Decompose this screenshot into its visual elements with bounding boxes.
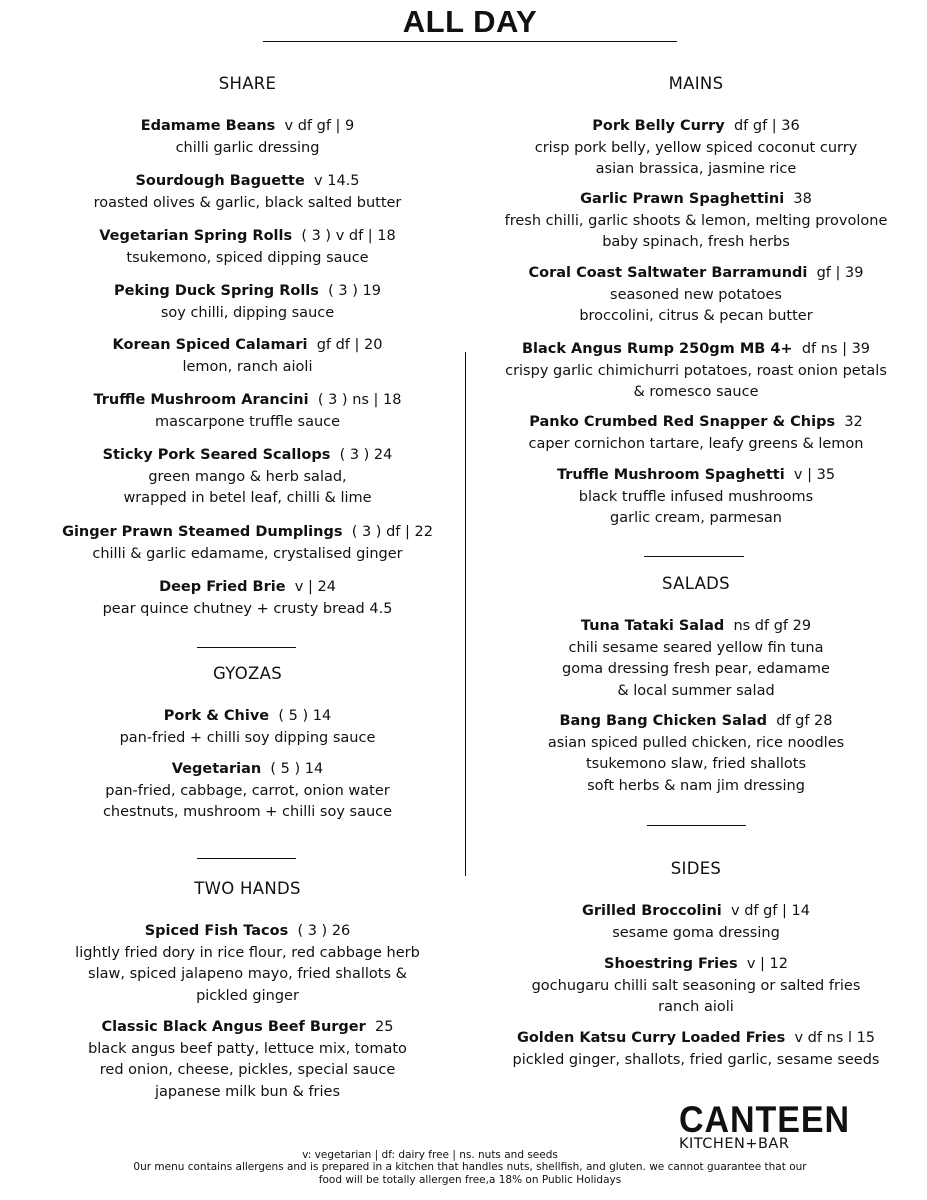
item-description: & local summer salad bbox=[617, 682, 775, 699]
column-separator bbox=[465, 352, 466, 876]
item-name: Deep Fried Brie bbox=[159, 579, 286, 595]
item-name: Sourdough Baguette bbox=[135, 173, 305, 189]
item-description: tsukemono slaw, fried shallots bbox=[585, 756, 807, 772]
item-meta: ( 5 ) 14 bbox=[270, 761, 324, 777]
section-heading-share: SHARE bbox=[218, 74, 277, 93]
item-meta: gf df | 20 bbox=[316, 337, 383, 353]
menu-item-korean-spiced-calamari bbox=[55, 335, 440, 378]
menu-item-sourdough-baguette bbox=[55, 171, 440, 214]
item-description: slaw, spiced jalapeno mayo, fried shallots & bbox=[88, 966, 407, 982]
item-description: asian spiced pulled chicken, rice noodles bbox=[547, 734, 845, 751]
allergen-notice-line-2: food will be totally allergen free,a 18% on Public Holidays bbox=[318, 1174, 622, 1186]
item-description: green mango & herb salad, bbox=[148, 468, 347, 485]
item-description: sesame goma dressing bbox=[612, 924, 780, 941]
logo-wordmark: CANTEEN bbox=[679, 1099, 850, 1140]
item-description: wrapped in betel leaf, chilli & lime bbox=[123, 490, 372, 506]
item-name: Panko Crumbed Red Snapper & Chips bbox=[529, 414, 836, 430]
item-name: Truffle Mushroom Spaghetti bbox=[556, 467, 785, 483]
item-description: garlic cream, parmesan bbox=[610, 510, 782, 526]
title-underline bbox=[263, 41, 677, 42]
item-description: caper cornichon tartare, leafy greens & lemon bbox=[528, 435, 864, 452]
item-meta: v | 35 bbox=[793, 467, 836, 483]
item-description: roasted olives & garlic, black salted butter bbox=[93, 194, 402, 211]
item-name: Black Angus Rump 250gm MB 4+ bbox=[521, 341, 793, 357]
section-heading-sides: SIDES bbox=[670, 859, 722, 878]
item-meta: ( 5 ) 14 bbox=[278, 708, 332, 724]
menu-item-vegetarian-gyoza bbox=[55, 759, 440, 824]
allergen-notice-line-1: 0ur menu contains allergens and is prepared in a kitchen that handles nuts, shellfish, and gluten. we cannot guarantee that our bbox=[133, 1161, 807, 1173]
item-description: asian brassica, jasmine rice bbox=[595, 161, 797, 177]
item-description: pickled ginger bbox=[196, 987, 299, 1004]
item-meta: ( 3 ) v df | 18 bbox=[301, 228, 396, 244]
item-name: Vegetarian bbox=[171, 761, 262, 777]
item-meta: df gf 28 bbox=[776, 713, 833, 729]
item-description: chestnuts, mushroom + chilli soy sauce bbox=[102, 804, 393, 820]
item-meta: ( 3 ) 24 bbox=[339, 447, 393, 463]
menu-item-grilled-broccolini bbox=[496, 901, 896, 944]
item-description: pan-fried, cabbage, carrot, onion water bbox=[105, 782, 390, 799]
item-description: goma dressing fresh pear, edamame bbox=[562, 661, 830, 677]
menu-item-coral-coast-saltwater-barramundi bbox=[496, 263, 896, 328]
item-meta: ( 3 ) 19 bbox=[328, 283, 381, 299]
item-meta: 32 bbox=[844, 414, 863, 430]
menu-item-ginger-prawn-steamed-dumplings bbox=[55, 522, 440, 565]
item-name: Shoestring Fries bbox=[604, 956, 738, 972]
item-name: Pork & Chive bbox=[163, 708, 270, 724]
item-name: Vegetarian Spring Rolls bbox=[99, 228, 293, 244]
item-name: Sticky Pork Seared Scallops bbox=[102, 447, 331, 463]
canteen-logo bbox=[679, 1099, 850, 1152]
section-heading-two-hands: TWO HANDS bbox=[194, 879, 301, 898]
menu-item-bang-bang-chicken-salad bbox=[496, 711, 896, 797]
item-meta: gf | 39 bbox=[816, 265, 864, 281]
item-description: pear quince chutney + crusty bread 4.5 bbox=[102, 600, 393, 617]
menu-item-garlic-prawn-spaghettini bbox=[496, 189, 896, 254]
item-description: chilli & garlic edamame, crystalised ginger bbox=[92, 545, 403, 562]
item-name: Spiced Fish Tacos bbox=[144, 923, 289, 939]
menu-item-spiced-fish-tacos bbox=[55, 921, 440, 1007]
item-name: Korean Spiced Calamari bbox=[112, 337, 308, 353]
item-meta: v df ns l 15 bbox=[794, 1030, 876, 1046]
item-name: Edamame Beans bbox=[140, 118, 276, 134]
item-meta: v df gf | 14 bbox=[731, 903, 810, 919]
item-description: & romesco sauce bbox=[633, 384, 759, 400]
item-description: chilli garlic dressing bbox=[175, 139, 320, 156]
item-description: chili sesame seared yellow fin tuna bbox=[568, 639, 824, 656]
section-heading-salads: SALADS bbox=[662, 574, 730, 593]
item-description: crispy garlic chimichurri potatoes, roast onion petals bbox=[505, 362, 887, 379]
item-meta: v | 12 bbox=[746, 956, 788, 972]
item-description: baby spinach, fresh herbs bbox=[602, 234, 790, 250]
item-description: japanese milk bun & fries bbox=[154, 1083, 341, 1100]
item-description: lemon, ranch aioli bbox=[182, 358, 313, 375]
dietary-legend: v: vegetarian | df: dairy free | ns. nuts and seeds bbox=[302, 1149, 558, 1161]
item-description: pan-fried + chilli soy dipping sauce bbox=[119, 729, 376, 746]
item-description: gochugaru chilli salt seasoning or salted fries bbox=[531, 977, 861, 994]
item-description: black truffle infused mushrooms bbox=[578, 488, 814, 505]
item-description: soft herbs & nam jim dressing bbox=[587, 777, 805, 794]
item-description: broccolini, citrus & pecan butter bbox=[579, 308, 813, 324]
item-name: Grilled Broccolini bbox=[582, 903, 722, 919]
item-meta: ( 3 ) 26 bbox=[297, 923, 351, 939]
item-meta: 38 bbox=[793, 191, 812, 207]
menu-item-deep-fried-brie bbox=[55, 577, 440, 620]
menu-item-truffle-mushroom-arancini bbox=[55, 390, 440, 433]
item-description: mascarpone truffle sauce bbox=[154, 413, 341, 430]
section-divider bbox=[644, 556, 744, 557]
menu-item-shoestring-fries bbox=[496, 954, 896, 1019]
item-name: Golden Katsu Curry Loaded Fries bbox=[516, 1030, 786, 1046]
item-name: Coral Coast Saltwater Barramundi bbox=[528, 265, 808, 281]
item-name: Peking Duck Spring Rolls bbox=[114, 283, 319, 299]
item-meta: ( 3 ) df | 22 bbox=[351, 524, 433, 540]
item-name: Classic Black Angus Beef Burger bbox=[101, 1019, 366, 1035]
item-description: fresh chilli, garlic shoots & lemon, melting provolone bbox=[504, 212, 888, 229]
item-description: black angus beef patty, lettuce mix, tomato bbox=[88, 1040, 407, 1057]
section-divider bbox=[197, 858, 296, 859]
menu-item-sticky-pork-seared-scallops bbox=[55, 445, 440, 510]
item-name: Ginger Prawn Steamed Dumplings bbox=[62, 524, 343, 540]
item-description: ranch aioli bbox=[658, 999, 734, 1015]
menu-title: ALL DAY bbox=[402, 4, 538, 39]
item-name: Tuna Tataki Salad bbox=[580, 618, 725, 634]
item-description: tsukemono, spiced dipping sauce bbox=[126, 249, 369, 266]
item-name: Bang Bang Chicken Salad bbox=[559, 713, 767, 729]
item-description: seasoned new potatoes bbox=[610, 286, 782, 303]
item-name: Garlic Prawn Spaghettini bbox=[580, 191, 785, 207]
section-divider bbox=[197, 647, 296, 648]
item-meta: 25 bbox=[375, 1019, 394, 1035]
item-meta: df ns | 39 bbox=[801, 341, 871, 357]
menu-item-edamame-beans bbox=[55, 116, 440, 159]
item-description: red onion, cheese, pickles, special sauce bbox=[99, 1062, 396, 1078]
item-description: crisp pork belly, yellow spiced coconut curry bbox=[534, 139, 858, 156]
section-heading-gyozas: GYOZAS bbox=[213, 664, 282, 683]
logo-subtitle: KITCHEN+BAR bbox=[679, 1136, 790, 1152]
menu-item-golden-katsu-curry-loaded-fries bbox=[496, 1028, 896, 1071]
section-divider bbox=[647, 825, 746, 826]
item-name: Pork Belly Curry bbox=[592, 118, 725, 134]
item-description: lightly fried dory in rice flour, red cabbage herb bbox=[75, 944, 420, 961]
item-description: pickled ginger, shallots, fried garlic, sesame seeds bbox=[512, 1051, 880, 1068]
item-name: Truffle Mushroom Arancini bbox=[93, 392, 309, 408]
item-meta: ns df gf 29 bbox=[733, 618, 812, 634]
menu-item-pork-belly-curry bbox=[496, 116, 896, 181]
item-meta: df gf | 36 bbox=[733, 118, 800, 134]
item-description: soy chilli, dipping sauce bbox=[160, 304, 335, 321]
item-meta: v 14.5 bbox=[314, 173, 360, 189]
item-meta: v df gf | 9 bbox=[284, 118, 355, 134]
menu-item-tuna-tataki-salad bbox=[496, 616, 896, 702]
item-meta: ( 3 ) ns | 18 bbox=[317, 392, 402, 408]
item-meta: v | 24 bbox=[294, 579, 336, 595]
section-heading-mains: MAINS bbox=[668, 74, 724, 93]
menu-item-peking-duck-spring-rolls bbox=[55, 281, 440, 324]
menu-item-vegetarian-spring-rolls bbox=[55, 226, 440, 269]
menu-item-black-angus-rump bbox=[496, 339, 896, 404]
menu-item-panko-crumbed-red-snapper bbox=[496, 412, 896, 455]
menu-item-pork-chive bbox=[55, 706, 440, 749]
menu-item-truffle-mushroom-spaghetti bbox=[496, 465, 896, 530]
menu-item-classic-black-angus-beef-burger bbox=[55, 1017, 440, 1103]
